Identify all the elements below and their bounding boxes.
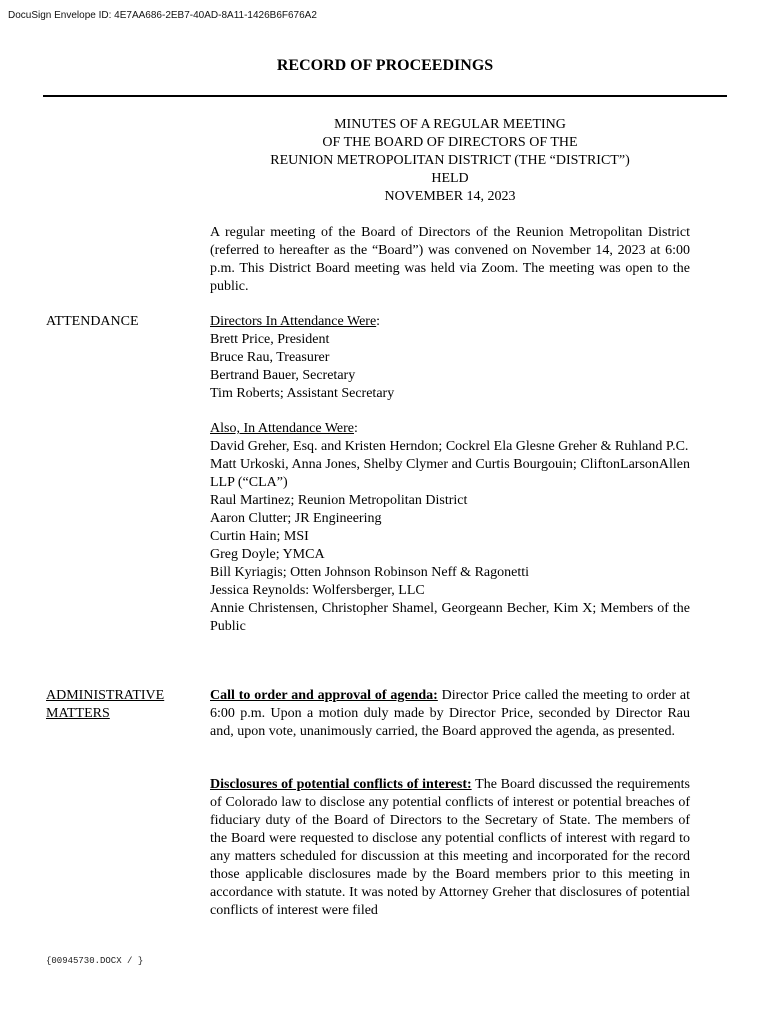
director-item: Bertrand Bauer, Secretary [210, 368, 356, 383]
attendee-item: Greg Doyle; YMCA [210, 547, 325, 562]
attendee-item: Curtin Hain; MSI [210, 529, 309, 544]
directors-section [210, 313, 690, 403]
document-footer-id: {00945730.DOCX / } [46, 956, 144, 966]
heading-line-3: REUNION METROPOLITAN DISTRICT (THE “DISTRICT”) [270, 153, 630, 168]
heading-line-1: MINUTES OF A REGULAR MEETING [334, 117, 566, 132]
attendee-item: Bill Kyriagis; Otten Johnson Robinson Neff & Ragonetti [210, 565, 530, 580]
directors-heading-colon: : [376, 314, 381, 329]
heading-line-4: HELD [431, 171, 469, 186]
document-title: RECORD OF PROCEEDINGS [276, 57, 494, 74]
title-divider [43, 95, 727, 97]
attendee-item: Matt Urkoski, Anna Jones, Shelby Clymer and Curtis Bourgouin; CliftonLarsonAllen LLP (“CLA”) [210, 457, 690, 490]
admin-matters-label [46, 687, 196, 723]
intro-paragraph: A regular meeting of the Board of Directors of the Reunion Metropolitan District (referred to hereafter as the “Board”) was convened on November 14, 2023 at 6:00 p.m. This District Board meeting was held via Zoom. The meeting was open to the public. [210, 225, 690, 294]
disclosures-lead: Disclosures of potential conflicts of interest: [210, 777, 472, 792]
attendee-item: Aaron Clutter; JR Engineering [210, 511, 382, 526]
call-to-order-lead: Call to order and approval of agenda: [210, 688, 438, 703]
disclosures-text: The Board discussed the requirements of Colorado law to disclose any potential conflicts of interest or potential breaches of fiduciary duty of the Board of Directors to the Secretary of State. The members of the Board were requested to disclose any potential conflicts of interest with regard to any matters scheduled for discussion at this meeting and incorporated for the record those applicable disclosures made by the Board members prior to this meeting in accordance with statute. It was noted by Attorney Greher that disclosures of potential conflicts of interest were filed [210, 777, 690, 918]
directors-heading [210, 313, 690, 331]
director-item: Bruce Rau, Treasurer [210, 350, 330, 365]
also-heading-colon: : [354, 421, 358, 436]
admin-label-line-2: MATTERS [46, 706, 110, 721]
heading-line-5: NOVEMBER 14, 2023 [384, 189, 516, 204]
admin-label-line-1: ADMINISTRATIVE [46, 688, 165, 703]
docusign-envelope-id: DocuSign Envelope ID: 4E7AA686-2EB7-40AD-8A11-1426B6F676A2 [8, 10, 317, 21]
attendee-item: Annie Christensen, Christopher Shamel, Georgeann Becher, Kim X; Members of the Public [210, 601, 690, 634]
also-attending-section [210, 420, 690, 636]
director-item: Tim Roberts; Assistant Secretary [210, 386, 395, 401]
call-to-order-text: Director Price called the meeting to order at 6:00 p.m. Upon a motion duly made by Director Price, seconded by Director Rau and, upon vote, unanimously carried, the Board approved the agenda, as presented. [210, 688, 690, 739]
attendee-item: David Greher, Esq. and Kristen Herndon; Cockrel Ela Glesne Greher & Ruhland P.C. [210, 439, 689, 454]
heading-line-2: OF THE BOARD OF DIRECTORS OF THE [322, 135, 578, 150]
attendance-label: ATTENDANCE [46, 314, 139, 329]
call-to-order-paragraph [210, 687, 690, 741]
directors-heading-text: Directors In Attendance Were [210, 314, 377, 329]
attendee-item: Jessica Reynolds: Wolfersberger, LLC [210, 583, 425, 598]
disclosures-paragraph [210, 776, 690, 920]
minutes-heading [210, 116, 690, 206]
also-heading [210, 420, 690, 438]
attendee-item: Raul Martinez; Reunion Metropolitan District [210, 493, 468, 508]
director-item: Brett Price, President [210, 332, 330, 347]
also-heading-text: Also, In Attendance Were [210, 421, 355, 436]
